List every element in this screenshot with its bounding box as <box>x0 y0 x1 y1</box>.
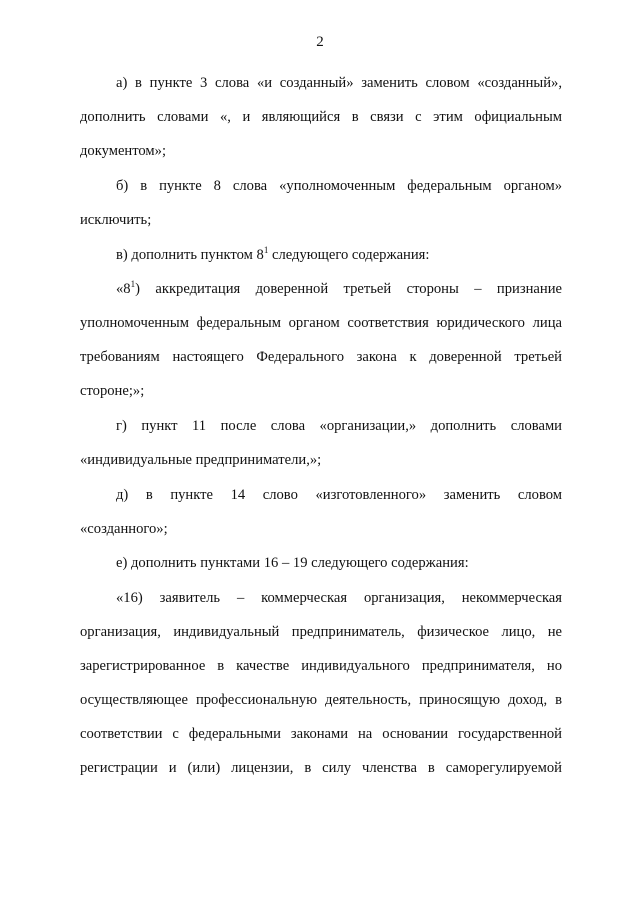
paragraph-a-line-1: а) в пункте 3 слова «и созданный» заменить словом «созданный», <box>116 75 562 91</box>
paragraph-e-quote-line-1: «16) заявитель – коммерческая организация, некоммерческая <box>116 590 562 606</box>
paragraph-e-quote-line-3: зарегистрированное в качестве индивидуального предпринимателя, но <box>80 658 562 674</box>
paragraph-a-line-3: документом»; <box>80 143 167 159</box>
paragraph-e-quote-line-2: организация, индивидуальный предприниматель, физическое лицо, не <box>80 624 562 640</box>
paragraph-v-line-1 <box>116 245 562 265</box>
paragraph-v-quote-line-4: стороне;»; <box>80 383 145 399</box>
paragraph-d-line-1: д) в пункте 14 слово «изготовленного» заменить словом <box>116 487 562 503</box>
paragraph-v-quote-superscript: 1 <box>130 279 136 289</box>
paragraph-e-quote-line-6: регистрации и (или) лицензии, в силу членства в саморегулируемой <box>80 760 562 776</box>
paragraph-g-line-2: «индивидуальные предприниматели,»; <box>80 452 322 468</box>
paragraph-a-line-2: дополнить словами «, и являющийся в связи с этим официальным <box>80 109 562 125</box>
paragraph-v-quote-line-3: требованиям настоящего Федерального закона к доверенной третьей <box>80 349 562 365</box>
paragraph-d-line-2: «созданного»; <box>80 521 168 537</box>
paragraph-b-line-1: б) в пункте 8 слова «уполномоченным федеральным органом» <box>116 178 562 194</box>
paragraph-e-line-1: е) дополнить пунктами 16 – 19 следующего содержания: <box>116 555 469 571</box>
paragraph-v-quote-text-before: «8 <box>116 281 131 297</box>
paragraph-v-superscript: 1 <box>263 245 269 255</box>
paragraph-v-quote-text-after: ) аккредитация доверенной третьей стороны – признание <box>135 281 562 297</box>
paragraph-v-quote-line-1 <box>116 279 562 299</box>
paragraph-e-quote-line-4: осуществляющее профессиональную деятельность, приносящую доход, в <box>80 692 562 708</box>
paragraph-v-text-after: следующего содержания: <box>268 247 430 263</box>
paragraph-v-quote-line-2: уполномоченным федеральным органом соответствия юридического лица <box>80 315 562 331</box>
paragraph-v-text-before: в) дополнить пунктом 8 <box>116 247 264 263</box>
paragraph-b-line-2: исключить; <box>80 212 152 228</box>
page-number: 2 <box>316 34 324 50</box>
paragraph-g-line-1: г) пункт 11 после слова «организации,» дополнить словами <box>116 418 562 434</box>
paragraph-e-quote-line-5: соответствии с федеральными законами на основании государственной <box>80 726 562 742</box>
